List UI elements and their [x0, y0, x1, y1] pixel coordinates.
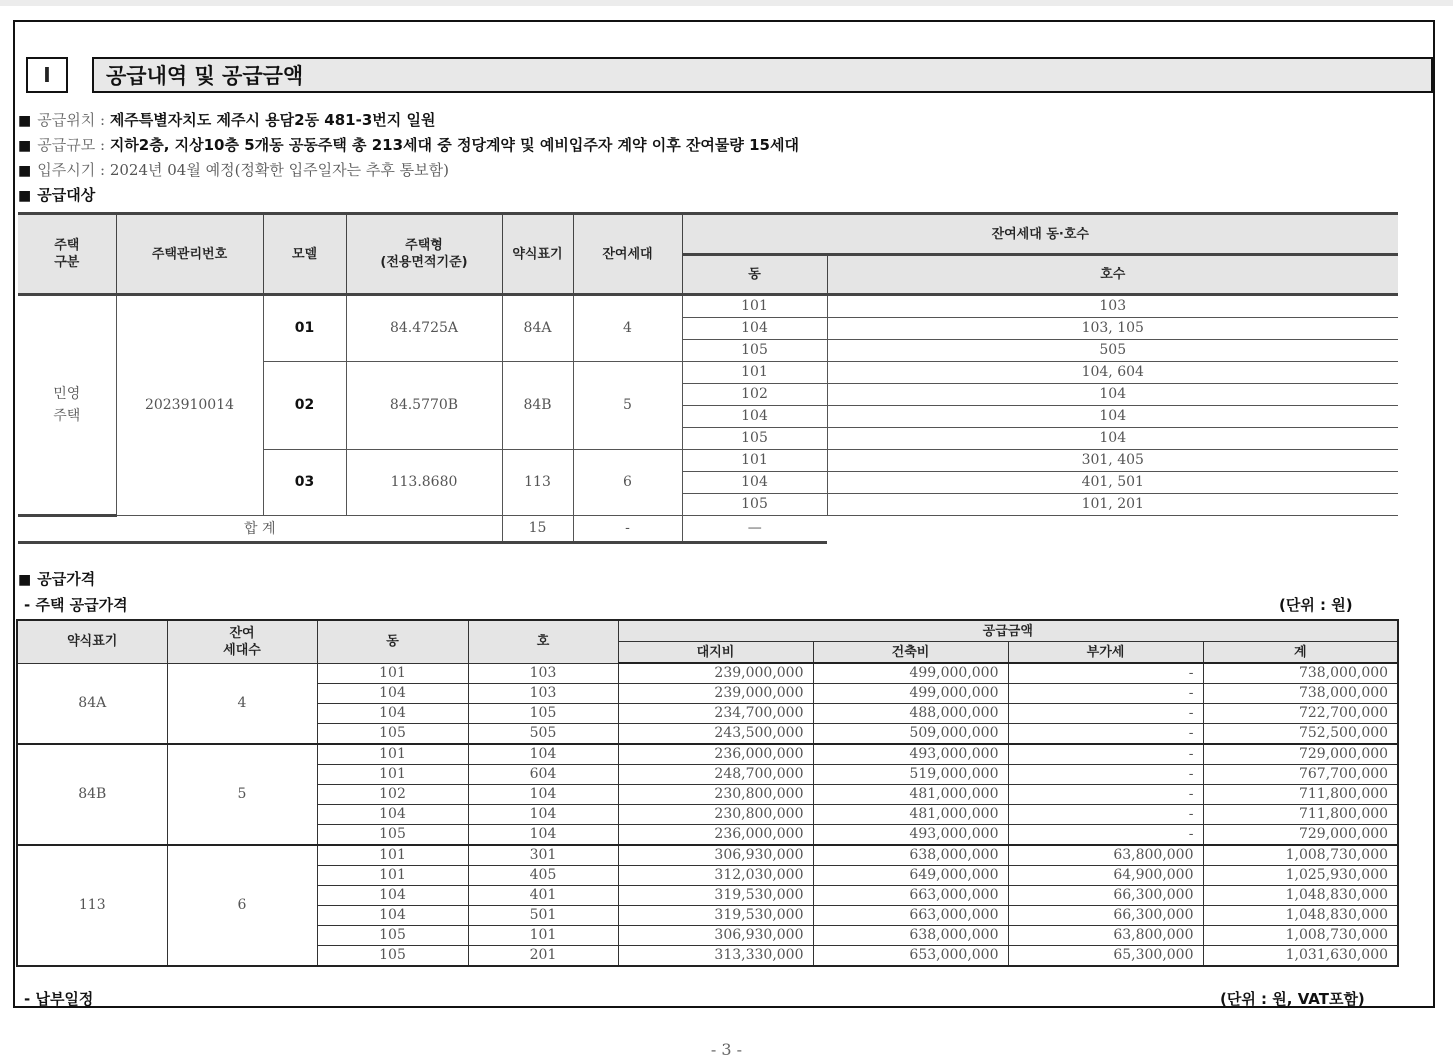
- table-row: [18, 295, 1398, 318]
- header-total: 계: [1203, 642, 1398, 664]
- header-model: 모델: [263, 214, 346, 295]
- cell-model: 02: [263, 362, 346, 450]
- cell-dong: 105: [317, 825, 468, 846]
- cell-build: 493,000,000: [813, 825, 1008, 846]
- cell-ho: 103: [827, 295, 1398, 318]
- cell-total: 729,000,000: [1203, 744, 1398, 765]
- cell-ho: 104: [827, 384, 1398, 406]
- square-bullet-icon: ■: [18, 113, 32, 129]
- info-movein: [18, 160, 449, 181]
- cell-ho: 201: [468, 946, 618, 967]
- cell-land: 234,700,000: [618, 704, 813, 724]
- cell-total-remain: 15: [502, 516, 573, 543]
- cell-dong: 104: [317, 886, 468, 906]
- cell-abbr: 84B: [17, 744, 167, 845]
- price-heading: ■ 공급가격: [18, 570, 96, 588]
- cell-land: 230,800,000: [618, 785, 813, 805]
- cell-abbr: 84A: [17, 663, 167, 744]
- cell-ho: 604: [468, 765, 618, 785]
- cell-type: 84.4725A: [346, 295, 502, 362]
- info-label: 공급규모 :: [37, 136, 106, 154]
- cell-dong: 101: [317, 765, 468, 785]
- cell-vat: -: [1008, 785, 1203, 805]
- cell-ho: 101, 201: [827, 494, 1398, 516]
- payment-heading: - 납부일정: [24, 990, 94, 1008]
- top-edge: [0, 0, 1453, 6]
- cell-land: 239,000,000: [618, 663, 813, 684]
- price-unit: (단위 : 원): [1279, 596, 1353, 614]
- info-value: 제주특별자치도 제주시 용담2동 481-3번지 일원: [109, 111, 436, 129]
- header-type: 주택형 (전용면적기준): [346, 214, 502, 295]
- cell-dong: 101: [317, 866, 468, 886]
- cell-vat: -: [1008, 825, 1203, 846]
- cell-abbr: 84B: [502, 362, 573, 450]
- cell-build: 509,000,000: [813, 724, 1008, 745]
- cell-total: 1,008,730,000: [1203, 845, 1398, 866]
- cell-total: 722,700,000: [1203, 704, 1398, 724]
- cell-build: 481,000,000: [813, 805, 1008, 825]
- header-ho: 호: [468, 620, 618, 663]
- table-row: [17, 845, 1398, 866]
- cell-ho: 104: [827, 428, 1398, 450]
- cell-build: 649,000,000: [813, 866, 1008, 886]
- cell-total: 1,031,630,000: [1203, 946, 1398, 967]
- cell-ho: 505: [827, 340, 1398, 362]
- info-value: 2024년 04월 예정(정확한 입주일자는 추후 통보함): [109, 161, 449, 179]
- cell-remain: 4: [167, 663, 317, 744]
- cell-ho: 103: [468, 663, 618, 684]
- section-title: 공급내역 및 공급금액: [92, 57, 1433, 93]
- cell-total: 738,000,000: [1203, 663, 1398, 684]
- cell-dong: 104: [682, 406, 827, 428]
- cell-total: 711,800,000: [1203, 785, 1398, 805]
- cell-dong: 105: [682, 494, 827, 516]
- cell-total: 1,025,930,000: [1203, 866, 1398, 886]
- info-value: 지하2층, 지상10층 5개동 공동주택 총 213세대 중 정당계약 및 예비입주자 계약 이후 잔여물량 15세대: [109, 136, 799, 154]
- cell-total: 752,500,000: [1203, 724, 1398, 745]
- cell-vat: 63,800,000: [1008, 845, 1203, 866]
- cell-ho: 301, 405: [827, 450, 1398, 472]
- header-abbr: 약식표기: [502, 214, 573, 295]
- header-remain: 잔여세대: [573, 214, 682, 295]
- cell-land: 306,930,000: [618, 845, 813, 866]
- cell-build: 481,000,000: [813, 785, 1008, 805]
- cell-remain: 4: [573, 295, 682, 362]
- cell-build: 653,000,000: [813, 946, 1008, 967]
- cell-dong: 101: [317, 663, 468, 684]
- cell-ho: 104: [468, 825, 618, 846]
- table-row: [17, 663, 1398, 684]
- cell-type: 113.8680: [346, 450, 502, 516]
- cell-total-label: 합 계: [18, 516, 502, 543]
- cell-ho: 505: [468, 724, 618, 745]
- header-amount: 공급금액: [618, 620, 1398, 642]
- cell-model: 03: [263, 450, 346, 516]
- cell-total: 729,000,000: [1203, 825, 1398, 846]
- supply-price-table: [16, 619, 1399, 967]
- cell-land: 313,330,000: [618, 946, 813, 967]
- header-dong: 동: [682, 255, 827, 295]
- cell-total: 767,700,000: [1203, 765, 1398, 785]
- cell-abbr: 113: [17, 845, 167, 966]
- cell-dong: 104: [317, 684, 468, 704]
- header-mgmt-no: 주택관리번호: [116, 214, 263, 295]
- cell-abbr: 113: [502, 450, 573, 516]
- cell-ho: 104: [468, 785, 618, 805]
- cell-ho: 103: [468, 684, 618, 704]
- info-label: 공급위치 :: [37, 111, 106, 129]
- header-vat: 부가세: [1008, 642, 1203, 664]
- cell-ho: 405: [468, 866, 618, 886]
- square-bullet-icon: ■: [18, 163, 32, 179]
- cell-vat: -: [1008, 663, 1203, 684]
- info-scale: [18, 135, 799, 156]
- cell-remain: 6: [167, 845, 317, 966]
- square-bullet-icon: ■: [18, 188, 32, 204]
- cell-gubun: 민영 주택: [18, 295, 116, 516]
- square-bullet-icon: ■: [18, 572, 32, 588]
- cell-ho: 401: [468, 886, 618, 906]
- cell-land: 312,030,000: [618, 866, 813, 886]
- cell-build: 638,000,000: [813, 845, 1008, 866]
- cell-vat: -: [1008, 805, 1203, 825]
- cell-dong: 101: [682, 450, 827, 472]
- header-dong: 동: [317, 620, 468, 663]
- cell-vat: -: [1008, 744, 1203, 765]
- cell-ho: 103, 105: [827, 318, 1398, 340]
- cell-ho: 401, 501: [827, 472, 1398, 494]
- cell-build: 499,000,000: [813, 663, 1008, 684]
- cell-dong: 104: [682, 472, 827, 494]
- payment-unit: (단위 : 원, VAT포함): [1220, 990, 1365, 1008]
- header-land: 대지비: [618, 642, 813, 664]
- cell-vat: 66,300,000: [1008, 886, 1203, 906]
- cell-dong: 105: [682, 340, 827, 362]
- cell-total: 1,048,830,000: [1203, 886, 1398, 906]
- header-abbr: 약식표기: [17, 620, 167, 663]
- cell-land: 239,000,000: [618, 684, 813, 704]
- cell-dong: 101: [317, 744, 468, 765]
- cell-ho: 104: [468, 744, 618, 765]
- cell-vat: -: [1008, 704, 1203, 724]
- cell-total: 711,800,000: [1203, 805, 1398, 825]
- cell-vat: 64,900,000: [1008, 866, 1203, 886]
- cell-mgmt-no: 2023910014: [116, 295, 263, 516]
- cell-dong: 104: [317, 704, 468, 724]
- cell-vat: -: [1008, 684, 1203, 704]
- cell-ho: 104, 604: [827, 362, 1398, 384]
- cell-land: 319,530,000: [618, 906, 813, 926]
- cell-build: 488,000,000: [813, 704, 1008, 724]
- cell-ho: 104: [827, 406, 1398, 428]
- cell-land: 236,000,000: [618, 825, 813, 846]
- cell-vat: 63,800,000: [1008, 926, 1203, 946]
- section-number: I: [26, 57, 68, 93]
- cell-dong: 102: [317, 785, 468, 805]
- cell-land: 230,800,000: [618, 805, 813, 825]
- cell-total-ho: —: [682, 516, 827, 543]
- cell-vat: 66,300,000: [1008, 906, 1203, 926]
- price-sub-heading: - 주택 공급가격: [24, 596, 128, 614]
- cell-land: 248,700,000: [618, 765, 813, 785]
- cell-dong: 105: [317, 946, 468, 967]
- header-build: 건축비: [813, 642, 1008, 664]
- table-row: [17, 744, 1398, 765]
- cell-vat: -: [1008, 724, 1203, 745]
- header-remain-units: 잔여세대 동·호수: [682, 214, 1398, 255]
- cell-dong: 101: [682, 295, 827, 318]
- header-remain: 잔여 세대수: [167, 620, 317, 663]
- cell-vat: -: [1008, 765, 1203, 785]
- supply-target-heading: ■ 공급대상: [18, 186, 96, 204]
- cell-model: 01: [263, 295, 346, 362]
- cell-ho: 105: [468, 704, 618, 724]
- supply-target-table: [18, 212, 1398, 544]
- cell-build: 493,000,000: [813, 744, 1008, 765]
- cell-remain: 6: [573, 450, 682, 516]
- cell-dong: 104: [682, 318, 827, 340]
- cell-dong: 104: [317, 805, 468, 825]
- header-gubun: 주택 구분: [18, 214, 116, 295]
- cell-total-dong: -: [573, 516, 682, 543]
- info-label: 입주시기 :: [37, 161, 106, 179]
- cell-land: 319,530,000: [618, 886, 813, 906]
- cell-dong: 101: [317, 845, 468, 866]
- cell-total: 738,000,000: [1203, 684, 1398, 704]
- cell-ho: 101: [468, 926, 618, 946]
- cell-dong: 101: [682, 362, 827, 384]
- cell-ho: 301: [468, 845, 618, 866]
- cell-vat: 65,300,000: [1008, 946, 1203, 967]
- cell-land: 243,500,000: [618, 724, 813, 745]
- cell-remain: 5: [167, 744, 317, 845]
- total-row: [18, 516, 1398, 543]
- header-ho: 호수: [827, 255, 1398, 295]
- cell-total: 1,008,730,000: [1203, 926, 1398, 946]
- cell-type: 84.5770B: [346, 362, 502, 450]
- cell-dong: 102: [682, 384, 827, 406]
- cell-land: 236,000,000: [618, 744, 813, 765]
- cell-build: 663,000,000: [813, 906, 1008, 926]
- cell-total: 1,048,830,000: [1203, 906, 1398, 926]
- cell-dong: 105: [682, 428, 827, 450]
- page-number: - 3 -: [710, 1040, 743, 1059]
- cell-build: 499,000,000: [813, 684, 1008, 704]
- cell-ho: 104: [468, 805, 618, 825]
- cell-dong: 104: [317, 906, 468, 926]
- cell-build: 519,000,000: [813, 765, 1008, 785]
- cell-ho: 501: [468, 906, 618, 926]
- cell-build: 663,000,000: [813, 886, 1008, 906]
- square-bullet-icon: ■: [18, 138, 32, 154]
- cell-build: 638,000,000: [813, 926, 1008, 946]
- info-location: [18, 110, 435, 131]
- cell-land: 306,930,000: [618, 926, 813, 946]
- cell-remain: 5: [573, 362, 682, 450]
- cell-dong: 105: [317, 724, 468, 745]
- cell-dong: 105: [317, 926, 468, 946]
- cell-abbr: 84A: [502, 295, 573, 362]
